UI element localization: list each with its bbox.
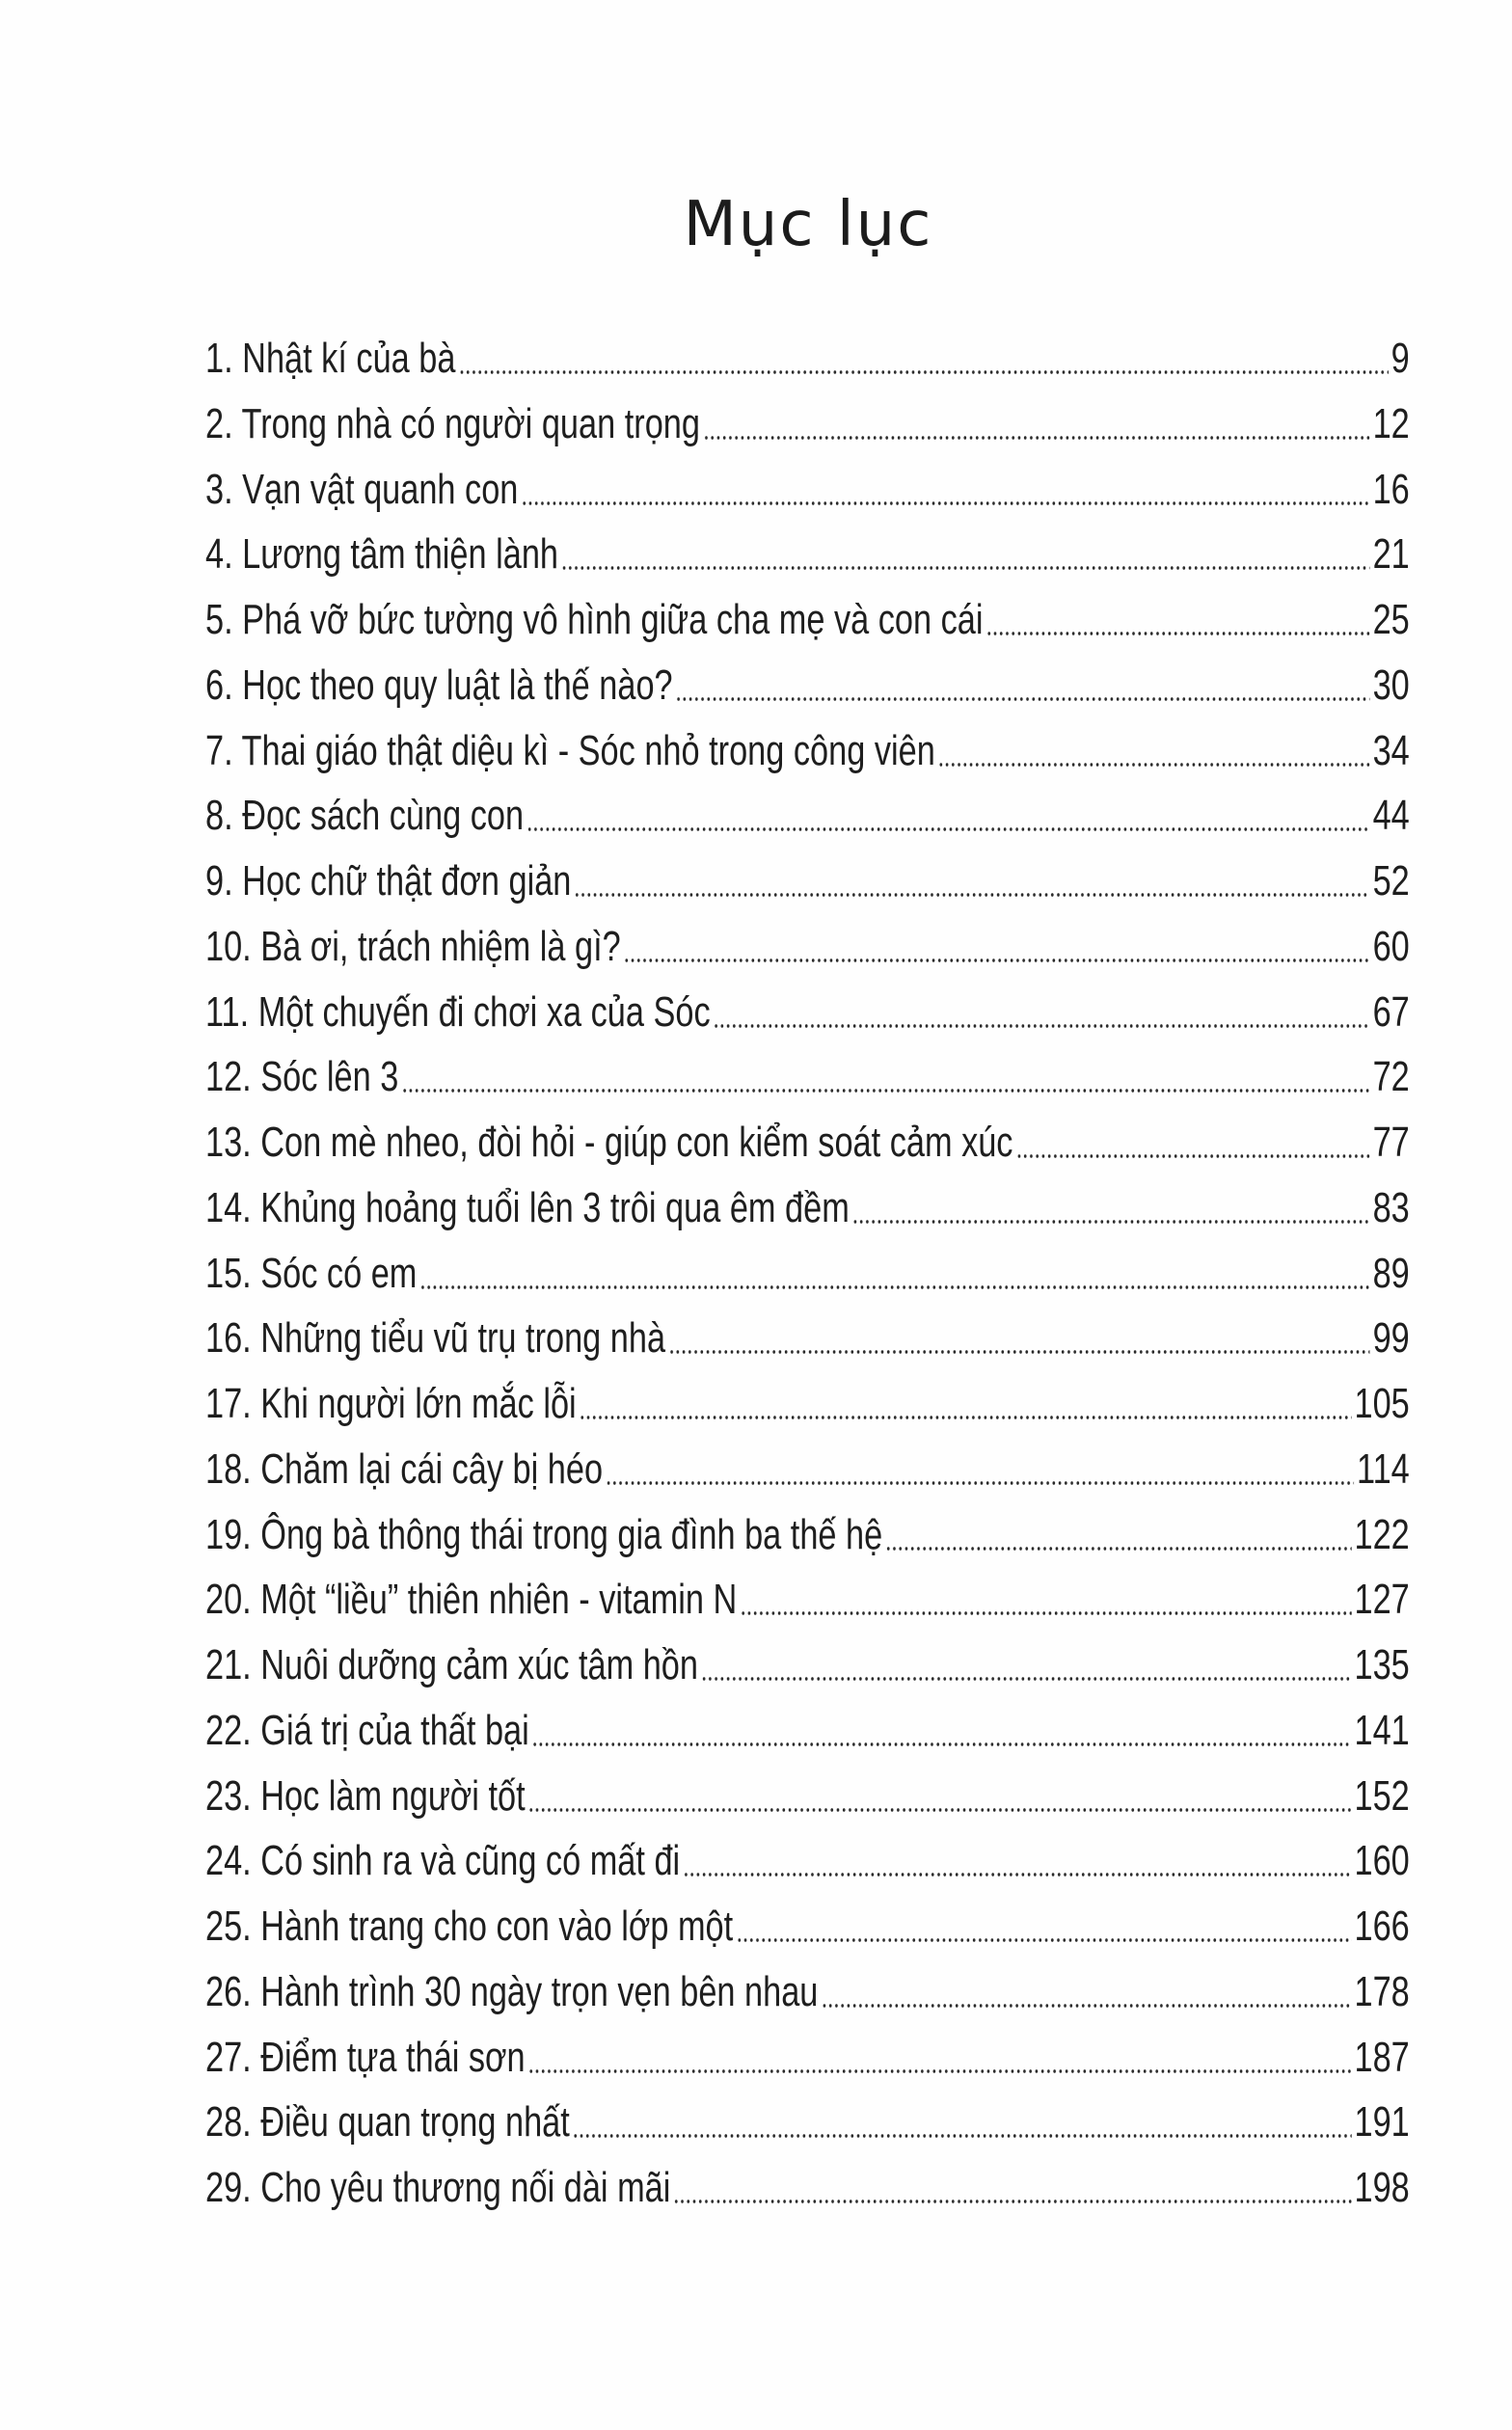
toc-entry-page-number: 34 — [1372, 726, 1410, 774]
toc-entry-page-number: 198 — [1354, 2164, 1410, 2211]
toc-entry-page-number: 30 — [1372, 661, 1410, 709]
toc-entry-page-number: 89 — [1372, 1249, 1410, 1297]
toc-entry-title: 19. Ông bà thông thái trong gia đình ba thế hệ — [205, 1510, 883, 1558]
toc-entry — [205, 1704, 1410, 1758]
toc-entry-page-number: 9 — [1390, 335, 1410, 382]
toc-entry-page-number: 191 — [1354, 2098, 1410, 2146]
toc-entry-title: 9. Học chữ thật đơn giản — [205, 857, 572, 904]
toc-entry — [205, 724, 1410, 778]
toc-entry — [205, 1247, 1410, 1301]
dot-leader — [701, 1677, 1351, 1681]
dot-leader — [401, 1089, 1369, 1093]
toc-entry — [205, 1443, 1410, 1497]
dot-leader — [528, 1808, 1352, 1812]
toc-entry — [205, 463, 1410, 517]
toc-entry — [205, 1834, 1410, 1888]
toc-entry-page-number: 60 — [1372, 922, 1410, 970]
dot-leader — [986, 632, 1370, 635]
toc-entry-page-number: 178 — [1354, 1967, 1410, 2015]
toc-entry — [205, 1508, 1410, 1562]
toc-entry-title: 5. Phá vỡ bức tường vô hình giữa cha mẹ và con cái — [205, 596, 984, 643]
toc-entry-page-number: 25 — [1372, 596, 1410, 643]
toc-entry-page-number: 114 — [1357, 1444, 1410, 1493]
dot-leader — [740, 1611, 1351, 1615]
dot-leader — [822, 2004, 1352, 2008]
toc-entry-title: 25. Hành trang cho con vào lớp một — [205, 1903, 734, 1950]
toc-entry — [205, 1638, 1410, 1692]
toc-entry-page-number: 122 — [1354, 1510, 1410, 1558]
dot-leader — [459, 370, 1389, 374]
toc-entry — [205, 854, 1410, 908]
page-title: Mục lục — [683, 189, 933, 260]
dot-leader — [522, 501, 1370, 505]
dot-leader — [532, 1742, 1352, 1746]
toc-entry-title: 6. Học theo quy luật là thế nào? — [205, 661, 673, 709]
toc-entry — [205, 986, 1410, 1040]
toc-entry-title: 8. Đọc sách cùng con — [205, 792, 525, 840]
dot-leader — [420, 1285, 1370, 1289]
toc-entry-title: 29. Cho yêu thương nối dài mãi — [205, 2164, 671, 2211]
toc-entry — [205, 1377, 1410, 1431]
dot-leader — [676, 697, 1370, 701]
dot-leader — [714, 1024, 1370, 1028]
toc-entry — [205, 789, 1410, 843]
dot-leader — [624, 958, 1370, 962]
dot-leader — [574, 893, 1369, 897]
toc-entry-page-number: 16 — [1372, 465, 1410, 513]
toc-entry-title: 11. Một chuyến đi chơi xa của Sóc — [205, 987, 711, 1036]
toc-entry-title: 10. Bà ơi, trách nhiệm là gì? — [205, 922, 621, 970]
toc-entry — [205, 527, 1410, 581]
toc-entry-page-number: 166 — [1354, 1903, 1410, 1950]
toc-entry — [205, 1311, 1410, 1365]
toc-entry-page-number: 21 — [1372, 530, 1410, 579]
toc-entry-title: 23. Học làm người tốt — [205, 1771, 526, 1820]
toc-entry — [205, 1573, 1410, 1627]
toc-entry — [205, 397, 1410, 451]
toc-entry-title: 26. Hành trình 30 ngày trọn vẹn bên nhau — [205, 1967, 819, 2015]
toc-entry-page-number: 160 — [1354, 1837, 1410, 1885]
dot-leader — [668, 1350, 1369, 1354]
toc-entry — [205, 1116, 1410, 1170]
toc-entry — [205, 1050, 1410, 1104]
toc-entry-title: 4. Lương tâm thiện lành — [205, 530, 559, 579]
toc-entry-title: 3. Vạn vật quanh con — [205, 465, 519, 513]
toc-entry-title: 28. Điều quan trọng nhất — [205, 2098, 570, 2146]
dot-leader — [526, 827, 1369, 831]
toc-entry-title: 14. Khủng hoảng tuổi lên 3 trôi qua êm đềm — [205, 1183, 850, 1231]
toc-entry-page-number: 52 — [1372, 857, 1410, 904]
toc-entry-page-number: 12 — [1372, 399, 1410, 447]
toc-entry-title: 2. Trong nhà có người quan trọng — [205, 399, 700, 447]
toc-entry-page-number: 72 — [1372, 1053, 1410, 1101]
toc-entry-title: 13. Con mè nheo, đòi hỏi - giúp con kiểm soát cảm xúc — [205, 1119, 1013, 1166]
toc-entry-page-number: 187 — [1354, 2033, 1410, 2081]
toc-entry-page-number: 127 — [1354, 1576, 1410, 1624]
toc-entry-page-number: 135 — [1354, 1641, 1410, 1688]
toc-entry-title: 7. Thai giáo thật diệu kì - Sóc nhỏ trong công viên — [205, 726, 935, 774]
toc-entry-page-number: 77 — [1372, 1119, 1410, 1166]
dot-leader — [885, 1547, 1351, 1551]
toc-entry-page-number: 99 — [1372, 1314, 1410, 1363]
toc-entry — [205, 1769, 1410, 1823]
toc-entry-title: 15. Sóc có em — [205, 1249, 418, 1297]
toc-entry-page-number: 83 — [1372, 1183, 1410, 1231]
toc-entry-page-number: 105 — [1354, 1380, 1410, 1427]
toc-entry-title: 16. Những tiểu vũ trụ trong nhà — [205, 1314, 666, 1363]
toc-entry — [205, 2161, 1410, 2215]
dot-leader — [606, 1481, 1354, 1485]
toc-entry — [205, 1900, 1410, 1954]
dot-leader — [580, 1416, 1352, 1419]
dot-leader — [736, 1938, 1351, 1942]
toc-entry-title: 17. Khi người lớn mắc lỗi — [205, 1380, 577, 1427]
dot-leader — [938, 763, 1370, 767]
toc-entry-page-number: 152 — [1354, 1771, 1410, 1820]
toc-entry-title: 21. Nuôi dưỡng cảm xúc tâm hồn — [205, 1641, 698, 1688]
toc-entry-title: 1. Nhật kí của bà — [205, 335, 456, 382]
toc-entry-page-number: 44 — [1372, 792, 1410, 840]
dot-leader — [528, 2069, 1352, 2073]
toc-entry — [205, 2095, 1410, 2149]
toc-entry — [205, 659, 1410, 713]
dot-leader — [852, 1220, 1370, 1224]
toc-entry-title: 24. Có sinh ra và cũng có mất đi — [205, 1837, 681, 1885]
dot-leader — [1016, 1154, 1370, 1158]
toc-entry-title: 27. Điểm tựa thái sơn — [205, 2033, 526, 2081]
toc-entry-title: 22. Giá trị của thất bại — [205, 1706, 529, 1754]
dot-leader — [683, 1873, 1351, 1876]
toc-entry-title: 20. Một “liều” thiên nhiên - vitamin N — [205, 1576, 738, 1624]
toc-entry-title: 12. Sóc lên 3 — [205, 1053, 399, 1101]
toc-entry — [205, 593, 1410, 647]
toc-entry-title: 18. Chăm lại cái cây bị héo — [205, 1444, 604, 1493]
toc-entry-page-number: 67 — [1372, 987, 1410, 1036]
dot-leader — [573, 2134, 1351, 2138]
toc-entry — [205, 332, 1410, 386]
dot-leader — [561, 566, 1369, 570]
dot-leader — [674, 2200, 1352, 2203]
toc-entry — [205, 2031, 1410, 2085]
toc-entry — [205, 920, 1410, 974]
toc-entry — [205, 1965, 1410, 2019]
toc-entry-page-number: 141 — [1354, 1706, 1410, 1754]
toc-entry — [205, 1181, 1410, 1235]
dot-leader — [703, 436, 1369, 440]
